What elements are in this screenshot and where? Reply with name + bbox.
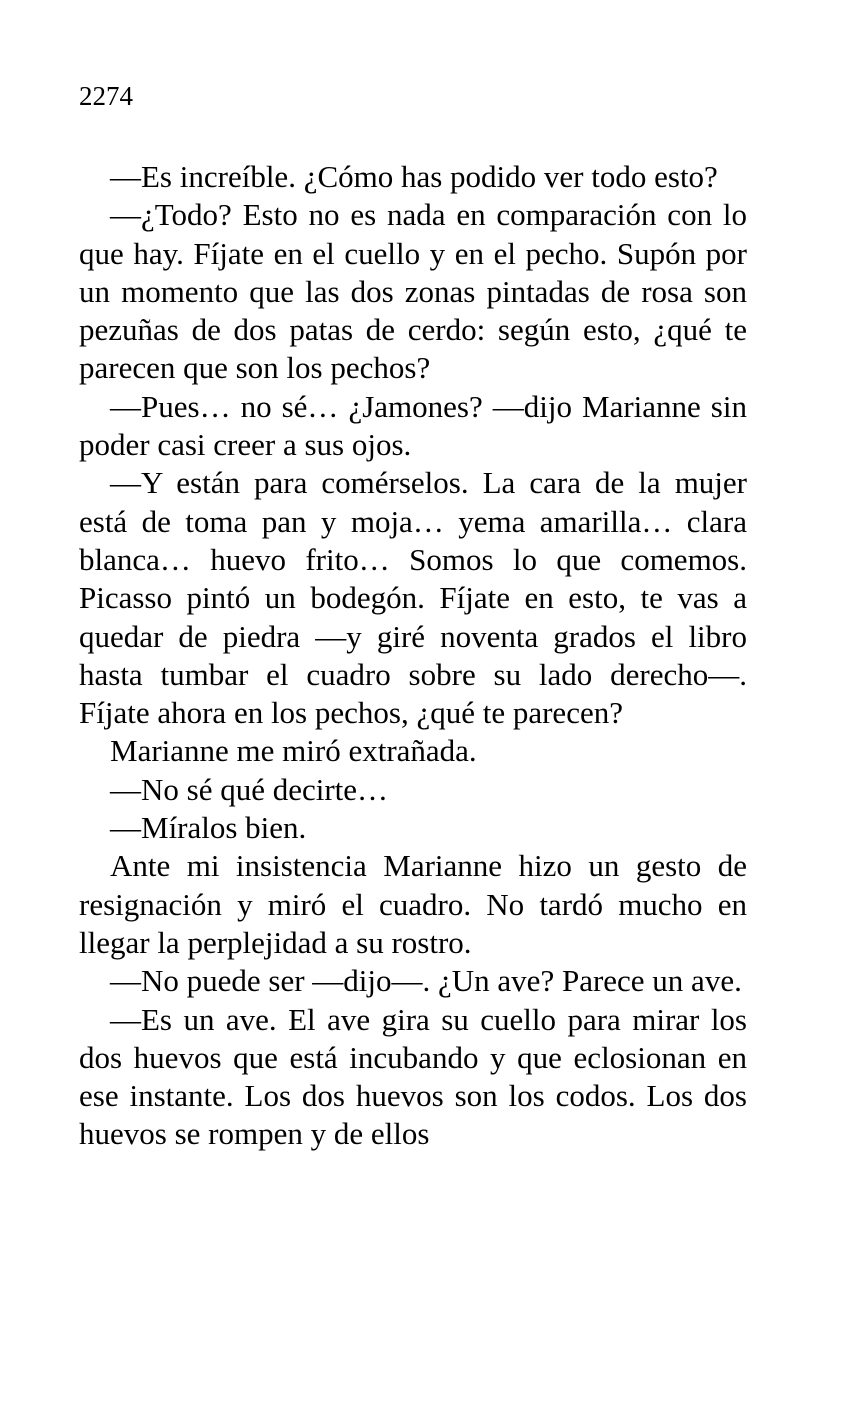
- paragraph: —Pues… no sé… ¿Jamones? —dijo Marianne sin poder casi creer a sus ojos.: [79, 388, 747, 463]
- paragraph: Marianne me miró extrañada.: [110, 733, 477, 769]
- paragraph: —Míralos bien.: [110, 810, 307, 846]
- paragraph: Ante mi insistencia Marianne hizo un gesto de resignación y miró el cuadro. No tardó mucho en llegar la perplejidad a su rostro.: [79, 848, 747, 960]
- paragraph: —No puede ser —dijo—. ¿Un ave? Parece un ave.: [110, 963, 742, 999]
- page-number: 2274: [79, 81, 133, 111]
- paragraph: —Es increíble. ¿Cómo has podido ver todo esto?: [110, 159, 718, 194]
- paragraph: —¿Todo? Esto no es nada en comparación con lo que hay. Fíjate en el cuello y en el pecho. Supón por un momento que las dos zonas pintadas de rosa son pezuñas de dos patas de cerdo: según esto, ¿qué te parecen que son los pechos?: [79, 197, 747, 386]
- paragraph: —Y están para comérselos. La cara de la mujer está de toma pan y moja… yema amarilla… clara blanca… huevo frito… Somos lo que comemos. Picasso pintó un bodegón. Fíjate en esto, te vas a quedar de piedra —y giré noventa grados el libro hasta tumbar el cuadro sobre su lado derecho—. Fíjate ahora en los pechos, ¿qué te parecen?: [79, 465, 747, 731]
- body-text: [79, 158, 747, 1154]
- paragraph: —Es un ave. El ave gira su cuello para mirar los dos huevos que está incubando y que eclosionan en ese instante. Los dos huevos son los codos. Los dos huevos se rompen y de ellos: [79, 1001, 747, 1152]
- paragraph: —No sé qué decirte…: [110, 771, 389, 807]
